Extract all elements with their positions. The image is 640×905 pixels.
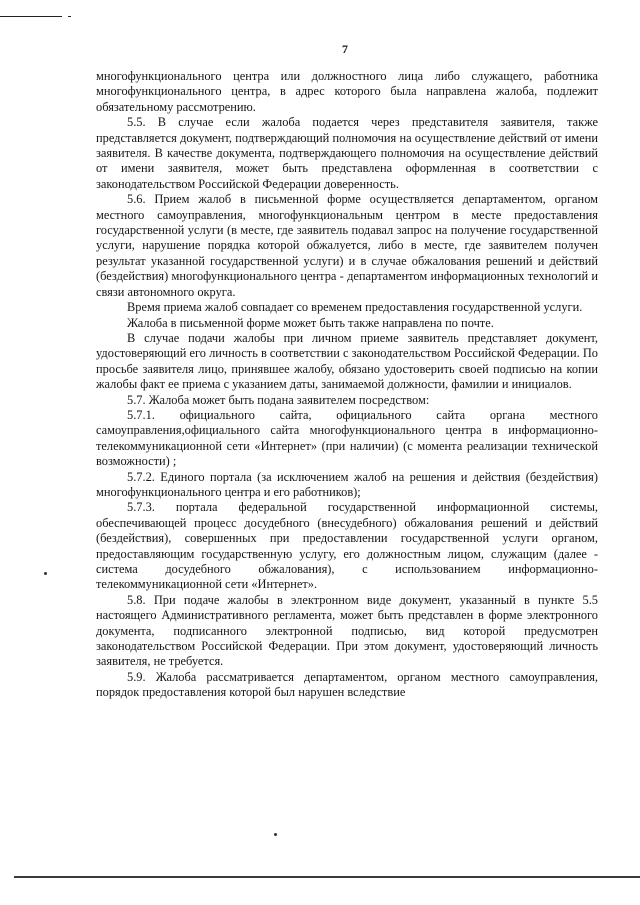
paragraph-reception-time: Время приема жалоб совпадает со временем предоставления государственной услуги.	[127, 300, 583, 315]
scan-speck	[44, 572, 47, 575]
paragraph-5-7-1: 5.7.1. официального сайта, официального сайта органа местного самоуправления,официального сайта многофункционального центра в информационно-телекоммуникационной сети «Интернет» (при наличии) (с момента реализации технической возможности) ;	[96, 407, 598, 469]
header-rule-mark	[68, 16, 71, 17]
scan-speck	[274, 833, 277, 836]
paragraph-5-7-3: 5.7.3. портала федеральной государственной информационной системы, обеспечивающей процесс досудебного (внесудебного) обжалования решений и действий (бездействия), совершенных при предоставлении государственной услуги органом, предоставляющим государственную услугу, его должностным лицом, служащим (далее - система досудебного обжалования), с использованием информационно-телекоммуникационной сети «Интернет».	[96, 500, 598, 592]
page-number: 7	[342, 42, 348, 56]
paragraph-5-7: 5.7. Жалоба может быть подана заявителем посредством:	[127, 392, 430, 407]
document-body	[96, 69, 598, 701]
paragraph-mail: Жалоба в письменной форме может быть также направлена по почте.	[127, 315, 494, 330]
paragraph-continuation: многофункционального центра или должностного лица либо служащего, работника многофункционального центра, в адрес которого была направлена жалоба, подлежит обязательному рассмотрению.	[96, 69, 598, 114]
paragraph-5-6: 5.6. Прием жалоб в письменной форме осуществляется департаментом, органом местного самоуправления, многофункциональным центром в месте предоставления государственной услуги (в месте, где заявитель подавал запрос на получение государственной услуги, нарушение порядка которой обжалуется, либо в месте, где заявителем получен результат указанной государственной услуги) и в случае обжалования решений и действий (бездействия) многофункционального центра - департаментом информационных технологий и связи автономного округа.	[96, 192, 598, 299]
footer-rule	[14, 876, 640, 878]
header-rule	[0, 16, 62, 17]
paragraph-5-9: 5.9. Жалоба рассматривается департаментом, органом местного самоуправления, порядок предоставления которой был нарушен вследствие	[96, 669, 598, 700]
paragraph-personal-reception: В случае подачи жалобы при личном приеме заявитель представляет документ, удостоверяющий его личность в соответствии с законодательством Российской Федерации. По просьбе заявителя лицо, принявшее жалобу, обязано удостоверить своей подписью на копии жалобы факт ее приема с указанием даты, занимаемой должности, фамилии и инициалов.	[96, 330, 598, 392]
paragraph-5-8: 5.8. При подаче жалобы в электронном виде документ, указанный в пункте 5.5 настоящего Административного регламента, может быть представлен в форме электронного документа, подписанного электронной подписью, вид которой предусмотрен законодательством Российской Федерации. При этом документ, удостоверяющий личность заявителя, не требуется.	[96, 592, 598, 669]
paragraph-5-7-2: 5.7.2. Единого портала (за исключением жалоб на решения и действия (бездействия) многофункционального центра и его работников);	[96, 469, 598, 499]
paragraph-5-5: 5.5. В случае если жалоба подается через представителя заявителя, также представляется документ, подтверждающий полномочия на осуществление действий от имени заявителя. В качестве документа, подтверждающего полномочия на осуществление действий от имени заявителя, может быть представлена оформленная в соответствии с законодательством Российской Федерации доверенность.	[96, 115, 598, 191]
